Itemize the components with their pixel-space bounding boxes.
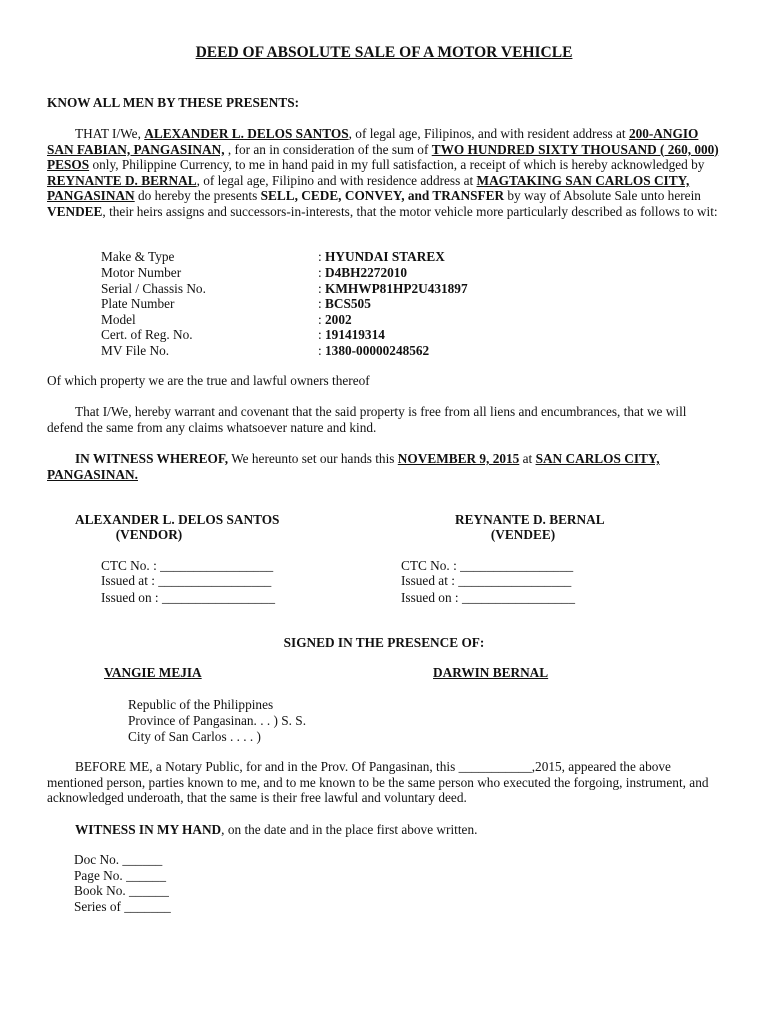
warranty-paragraph: That I/We, hereby warrant and covenant that the said property is free from all liens and encumbrances, that we will defend the same from any claims whatsoever nature and kind. (47, 404, 687, 435)
p1-text-2: , of legal age, Filipinos, and with resident address at (348, 126, 629, 141)
vehicle-label: Motor Number (101, 265, 182, 280)
vendee-word: VENDEE (47, 203, 103, 219)
vehicle-value: : 2002 (318, 312, 352, 327)
witness-paragraph: IN WITNESS WHEREOF, We hereunto set our hands this NOVEMBER 9, 2015 at SAN CARLOS CITY, PANGASINAN. (47, 451, 660, 482)
p1-text-3: , for an in consideration of the sum of (224, 141, 432, 157)
currency-word: PESOS (47, 157, 90, 173)
vendee-name: REYNANTE D. BERNAL (47, 172, 197, 188)
p1-text-4: only, Philippine Currency, to me in hand paid in my full satisfaction, a receipt of which is hereby acknowledged by (89, 157, 705, 173)
vehicle-label: MV File No. (101, 343, 170, 358)
vendor-ctc: CTC No. : _________________ (101, 558, 274, 573)
venue-line: Republic of the Philippines (128, 697, 274, 712)
vendee-signature-name: REYNANTE D. BERNAL (455, 512, 605, 527)
vendee-ctc: CTC No. : _________________ (401, 558, 574, 573)
vehicle-value: : 1380-00000248562 (318, 343, 430, 358)
vendor-name: ALEXANDER L. DELOS SANTOS (144, 126, 349, 141)
vehicle-label: Serial / Chassis No. (101, 281, 206, 296)
p1-text-5: , of legal age, Filipino and with residence address at (196, 172, 477, 188)
vehicle-value: : KMHWP81HP2U431897 (318, 281, 468, 296)
witness-name: VANGIE MEJIA (104, 665, 202, 680)
vendor-role: (VENDOR) (115, 527, 183, 542)
vendor-address: 200-ANGIO SAN FABIAN, PANGASINAN, (47, 126, 699, 157)
witness-lead: IN WITNESS WHEREOF, (75, 451, 229, 466)
p1-text-6: do hereby the presents (134, 188, 261, 204)
sale-verbs: SELL, CEDE, CONVEY, and TRANSFER (260, 188, 505, 204)
p1-text-7: by way of Absolute Sale unto herein (504, 188, 701, 204)
book-number: Book No. ______ (74, 883, 169, 898)
vehicle-value: : 191419314 (318, 327, 385, 342)
p1-text-8: , their heirs assigns and successors-in-interests, that the motor vehicle more particularly described as follows to wit: (102, 203, 718, 219)
sale-amount: TWO HUNDRED SIXTY THOUSAND ( 260, 000) (431, 141, 719, 157)
vehicle-value: : HYUNDAI STAREX (318, 249, 445, 264)
series-number: Series of _______ (74, 899, 171, 914)
presence-heading: SIGNED IN THE PRESENCE OF: (283, 635, 485, 650)
vehicle-label: Make & Type (101, 249, 175, 264)
vendor-signature-name: ALEXANDER L. DELOS SANTOS (75, 512, 280, 527)
vehicle-value: : D4BH2272010 (318, 265, 408, 280)
vehicle-value: : BCS505 (318, 296, 371, 311)
signing-date: NOVEMBER 9, 2015 (397, 451, 520, 466)
vehicle-label: Plate Number (101, 296, 175, 311)
page-number: Page No. ______ (74, 868, 166, 883)
ownership-statement: Of which property we are the true and lawful owners thereof (47, 373, 370, 388)
witness-hand-line: WITNESS IN MY HAND, on the date and in the place first above written. (75, 822, 478, 837)
sale-paragraph (47, 126, 719, 220)
p1-text-1: THAT I/We, (75, 126, 145, 141)
vehicle-label: Model (101, 312, 136, 327)
venue-line: Province of Pangasinan. . . ) S. S. (128, 713, 307, 728)
vendee-address: MAGTAKING SAN CARLOS CITY, PANGASINAN (47, 172, 690, 204)
vehicle-label: Cert. of Reg. No. (101, 327, 193, 342)
witness-name: DARWIN BERNAL (433, 665, 549, 680)
signing-place: SAN CARLOS CITY, PANGASINAN. (47, 451, 660, 482)
vendor-issued-on: Issued on : _________________ (101, 590, 275, 605)
vendee-issued-on: Issued on : _________________ (401, 590, 575, 605)
document-title: DEED OF ABSOLUTE SALE OF A MOTOR VEHICLE (195, 44, 573, 61)
vendor-issued-at: Issued at : _________________ (101, 573, 272, 588)
venue-line: City of San Carlos . . . . ) (128, 729, 261, 744)
vendee-issued-at: Issued at : _________________ (401, 573, 572, 588)
doc-number: Doc No. ______ (74, 852, 163, 867)
vendee-role: (VENDEE) (490, 527, 556, 542)
opening-line: KNOW ALL MEN BY THESE PRESENTS: (47, 95, 300, 110)
notary-paragraph: BEFORE ME, a Notary Public, for and in the Prov. Of Pangasinan, this ___________,2015, appeared the above mentioned person, parties known to me, and to me known to be the same person who executed the forgoing, instrument, and acknowledged underoath, that the same is their free lawful and voluntary deed. (47, 759, 709, 806)
